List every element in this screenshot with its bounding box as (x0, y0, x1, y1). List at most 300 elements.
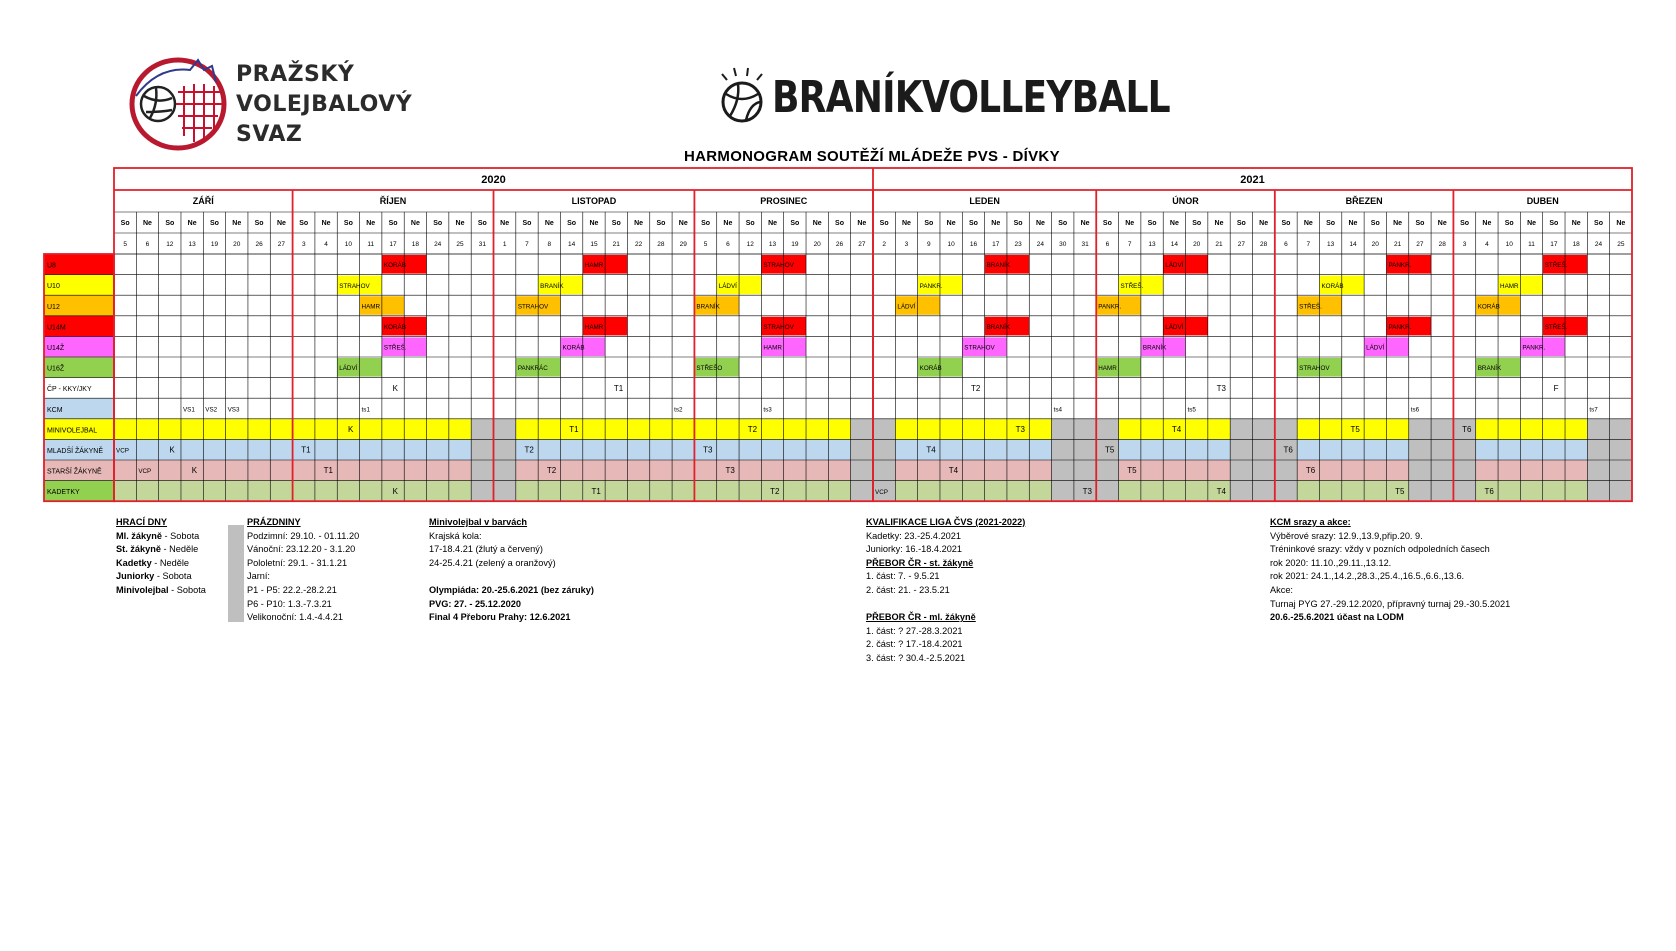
holiday-cell (1275, 419, 1297, 440)
event-label: T2 (770, 486, 780, 496)
date-label: 18 (411, 241, 419, 248)
holiday-cell (1587, 460, 1609, 481)
holiday-cell (1253, 481, 1275, 502)
weekday-label: Ne (1125, 220, 1135, 227)
weekday-label: So (343, 220, 353, 227)
weekday-label: So (209, 220, 219, 227)
event-label: HAMR (584, 323, 604, 331)
weekday-label: Ne (723, 220, 733, 227)
holiday-cell (1409, 481, 1431, 502)
date-label: 17 (1550, 241, 1558, 248)
holiday-cell (471, 419, 493, 440)
event-label: STŘEŠ. (1544, 323, 1568, 331)
branik-wordmark: BRANÍKVOLLEYBALL (772, 72, 1170, 123)
hraci-dny-line: Kadetky - Neděle (116, 557, 190, 568)
weekday-label: Ne (321, 220, 331, 227)
event-label: ts4 (1053, 406, 1062, 414)
notes-minivolejbal (429, 516, 594, 625)
row-label: U10 (47, 283, 60, 291)
holiday-cell (494, 439, 516, 460)
weekday-label: Ne (187, 220, 197, 227)
prebor-ml-line: 1. část: ? 27.-28.3.2021 (866, 625, 963, 636)
event-label: STRAHOV (339, 282, 370, 290)
mini-line: Krajská kola: (429, 530, 482, 541)
date-label: 4 (1485, 241, 1489, 248)
holiday-cell (1253, 439, 1275, 460)
prazdniny-line: Velikonoční: 1.4.-4.4.21 (247, 612, 344, 623)
holiday-cell (1096, 460, 1118, 481)
event-label: KORÁB (1477, 303, 1500, 311)
date-label: 7 (525, 241, 529, 248)
weekday-label: Ne (455, 220, 465, 227)
event-label: STŘEŠ. (1299, 303, 1322, 311)
date-label: 3 (1462, 241, 1467, 248)
event-label: T2 (971, 383, 981, 393)
row-label: ČP - KKY/JKY (47, 386, 92, 394)
date-label: 27 (277, 241, 286, 248)
date-label: 25 (1617, 241, 1625, 248)
weekday-label: Ne (1482, 220, 1492, 227)
kvalifikace-heading: KVALIFIKACE LIGA ČVS (2021-2022) (866, 517, 1026, 527)
weekday-label: Ne (1393, 220, 1403, 227)
holiday-cell (851, 439, 873, 460)
holiday-cell (494, 460, 516, 481)
event-label: F (1553, 383, 1559, 393)
date-label: 24 (434, 241, 442, 248)
row-label: U16Ž (47, 365, 65, 373)
date-label: 23 (1014, 241, 1022, 248)
kcm-heading: KCM srazy a akce: (1270, 517, 1351, 527)
event-label: PANKR. (919, 282, 943, 290)
date-label: 1 (502, 241, 507, 248)
event-label: KORÁB (1321, 282, 1344, 290)
weekday-label: So (611, 220, 621, 227)
kvalifikace-line: Kadetky: 23.-25.4.2021 (866, 530, 962, 541)
event-label: VS1 (182, 406, 195, 414)
prazdniny-line: P6 - P10: 1.3.-7.3.21 (247, 598, 332, 609)
date-label: 20 (1193, 241, 1201, 248)
holiday-cell (1052, 460, 1074, 481)
holiday-cell (471, 460, 493, 481)
weekday-label: So (299, 220, 309, 227)
date-label: 5 (703, 241, 708, 248)
weekday-label: Ne (812, 220, 822, 227)
weekday-label: Ne (1348, 220, 1358, 227)
month-label: ZÁŘÍ (192, 196, 214, 206)
holiday-cell (1610, 460, 1632, 481)
holiday-cell (471, 481, 493, 502)
date-label: 22 (634, 241, 643, 248)
row-label: KCM (47, 406, 63, 414)
holiday-cell (1610, 481, 1632, 502)
row-label: MINIVOLEJBAL (47, 427, 98, 435)
row-label: STARŠÍ ŽÁKYNĚ (47, 468, 102, 476)
holiday-cell (494, 419, 516, 440)
event-label: BRANÍK (986, 262, 1011, 270)
kcm-line: Turnaj PYG 27.-29.12.2020, přípravný turnaj 29.-30.5.2021 (1270, 598, 1511, 609)
weekday-label: So (254, 220, 264, 227)
date-label: 13 (1327, 241, 1335, 248)
weekday-label: Ne (1303, 220, 1313, 227)
event-label: PANKRÁC (517, 365, 548, 373)
event-label: LÁDVÍ (339, 365, 358, 373)
pvs-name-line-1: PRAŽSKÝ (236, 62, 355, 87)
date-label: 31 (478, 241, 486, 248)
prazdniny-line: Jarní: (247, 571, 270, 582)
page-title: HARMONOGRAM SOUTĚŽÍ MLÁDEŽE PVS - DÍVKY (684, 148, 1060, 165)
hraci-dny-line: St. žákyně - Neděle (116, 544, 199, 555)
weekday-label: So (701, 220, 711, 227)
date-label: 28 (1260, 241, 1268, 248)
weekday-label: Ne (544, 220, 554, 227)
date-label: 6 (1105, 241, 1110, 248)
event-label: ts6 (1410, 406, 1420, 414)
date-label: 9 (926, 241, 931, 248)
date-label: 2 (882, 241, 886, 248)
date-label: 28 (657, 241, 665, 248)
date-label: 17 (389, 241, 397, 248)
holiday-cell (1052, 439, 1074, 460)
date-label: 24 (1036, 241, 1045, 248)
weekday-label: Ne (678, 220, 688, 227)
event-label: PANKR. (1388, 323, 1412, 331)
weekday-label: Ne (500, 220, 510, 227)
event-label: T5 (1395, 486, 1405, 496)
date-label: 20 (813, 241, 821, 248)
weekday-label: Ne (410, 220, 420, 227)
holiday-cell (1275, 460, 1297, 481)
event-label: T2 (546, 466, 557, 476)
event-label: K (392, 383, 398, 393)
event-label: ts7 (1589, 406, 1598, 414)
date-label: 7 (1306, 241, 1311, 248)
date-label: 8 (547, 241, 552, 248)
weekday-label: So (1147, 220, 1157, 227)
holiday-cell (1230, 419, 1252, 440)
date-label: 13 (188, 241, 196, 248)
weekday-label: Ne (1527, 220, 1537, 227)
row-label: U14Ž (47, 344, 65, 352)
holiday-cell (1052, 481, 1074, 502)
weekday-label: Ne (276, 220, 286, 227)
event-label: STRAHOV (1299, 365, 1330, 373)
date-label: 19 (210, 241, 219, 248)
date-label: 15 (590, 241, 598, 248)
weekday-label: Ne (1035, 220, 1045, 227)
holiday-cell (1431, 460, 1453, 481)
event-label: T3 (703, 445, 713, 455)
holiday-cell (1409, 439, 1431, 460)
event-label: KORÁB (562, 344, 585, 352)
mini-heading: Minivolejbal v barvách (429, 517, 528, 527)
weekday-label: So (1102, 220, 1112, 227)
holiday-cell (1453, 481, 1475, 502)
date-label: 10 (344, 241, 353, 248)
event-label: T3 (1216, 383, 1226, 393)
prazdniny-line: Podzimní: 29.10. - 01.11.20 (247, 530, 360, 541)
event-label: KORÁB (383, 323, 406, 331)
weekday-label: Ne (1080, 220, 1090, 227)
date-label: 27 (1237, 241, 1245, 248)
event-label: VCP (116, 447, 129, 455)
event-label: T4 (1216, 486, 1226, 496)
weekday-label: Ne (1616, 220, 1626, 227)
event-label: BRANÍK (540, 282, 564, 290)
holiday-cell (873, 460, 895, 481)
date-label: 29 (679, 241, 687, 248)
event-label: T5 (1104, 445, 1115, 455)
weekday-label: So (567, 220, 577, 227)
holiday-cell (1230, 460, 1252, 481)
holiday-cell (851, 460, 873, 481)
weekday-label: Ne (991, 220, 1001, 227)
date-label: 17 (992, 241, 1000, 248)
date-label: 6 (145, 241, 150, 248)
row-label: MLADŠÍ ŽÁKYNĚ (47, 447, 104, 455)
holiday-legend-swatch (228, 525, 244, 622)
holiday-cell (1074, 439, 1096, 460)
notes-hraci-dny (116, 516, 206, 598)
weekday-label: Ne (1214, 220, 1224, 227)
month-label: BŘEZEN (1345, 196, 1383, 206)
event-label: LÁDVÍ (1165, 262, 1184, 270)
event-label: STRAHOV (517, 303, 549, 311)
weekday-label: So (1594, 220, 1603, 227)
holiday-cell (873, 419, 895, 440)
prazdniny-heading: PRÁZDNINY (247, 517, 301, 527)
weekday-label: Ne (1571, 220, 1581, 227)
weekday-label: So (1281, 220, 1291, 227)
event-label: VCP (875, 488, 888, 496)
event-label: T4 (926, 445, 936, 455)
date-label: 14 (568, 241, 576, 248)
date-label: 25 (456, 241, 464, 248)
weekday-label: So (388, 220, 398, 227)
weekday-label: So (1370, 220, 1380, 227)
event-label: T6 (1462, 424, 1472, 434)
date-label: 19 (791, 241, 799, 248)
month-label: ŘÍJEN (379, 196, 407, 206)
weekday-label: So (879, 220, 889, 227)
date-label: 24 (1594, 241, 1603, 248)
mini-bold-line: Olympiáda: 20.-25.6.2021 (bez záruky) (429, 584, 594, 595)
weekday-label: So (1460, 220, 1470, 227)
date-label: 21 (612, 241, 620, 248)
event-label: T1 (323, 466, 333, 476)
event-label: LÁDVÍ (1165, 323, 1184, 331)
event-label: PANKR. (1522, 344, 1546, 352)
date-label: 20 (233, 241, 241, 248)
month-label: LISTOPAD (571, 196, 617, 206)
event-label: STRAHOV (763, 262, 794, 270)
prebor-st-line: 2. část: 21. - 23.5.21 (866, 584, 950, 595)
weekday-label: Ne (946, 220, 956, 227)
date-label: 4 (324, 241, 328, 248)
year-label: 2021 (1240, 174, 1265, 186)
month-label: ÚNOR (1172, 196, 1199, 206)
prazdniny-line: P1 - P5: 22.2.-28.2.21 (247, 584, 337, 595)
date-label: 10 (1505, 241, 1513, 248)
year-label: 2020 (481, 174, 506, 186)
weekday-label: So (120, 220, 130, 227)
date-label: 21 (1215, 241, 1223, 248)
weekday-label: So (1415, 220, 1425, 227)
event-label: PANKR. (1098, 303, 1122, 311)
event-label: ts5 (1187, 406, 1196, 414)
holiday-cell (1431, 419, 1453, 440)
weekday-label: Ne (768, 220, 778, 227)
event-label: HAMR (584, 262, 604, 270)
weekday-label: So (745, 220, 755, 227)
event-label: T1 (569, 424, 579, 434)
pvs-name-line-2: VOLEJBALOVÝ (236, 92, 413, 117)
holiday-cell (471, 439, 493, 460)
event-label: T1 (613, 383, 624, 393)
event-label: HAMR (1500, 282, 1519, 290)
date-label: 18 (1572, 241, 1580, 248)
prazdniny-line: Vánoční: 23.12.20 - 3.1.20 (247, 544, 356, 555)
weekday-label: Ne (232, 220, 242, 227)
weekday-label: Ne (1437, 220, 1447, 227)
weekday-label: Ne (589, 220, 599, 227)
event-label: HAMR (763, 344, 782, 352)
pvs-name-line-3: SVAZ (236, 122, 303, 147)
holiday-cell (1074, 419, 1096, 440)
weekday-label: So (790, 220, 800, 227)
holiday-cell (851, 419, 873, 440)
holiday-cell (1230, 481, 1252, 502)
kvalifikace-line: Juniorky: 16.-18.4.2021 (866, 544, 963, 555)
mini-line: 24-25.4.21 (zelený a oranžový) (429, 557, 556, 568)
event-label: KORÁB (383, 262, 406, 270)
weekday-label: Ne (366, 220, 376, 227)
prebor-st-line: 1. část: 7. - 9.5.21 (866, 571, 940, 582)
weekday-label: Ne (143, 220, 152, 227)
date-label: 31 (1081, 241, 1089, 248)
date-label: 11 (367, 241, 375, 248)
date-label: 27 (858, 241, 866, 248)
event-label: STŘEŠ. (1544, 262, 1568, 270)
date-label: 11 (1528, 241, 1535, 248)
prebor-ml-heading: PŘEBOR ČR - ml. žákyně (866, 612, 976, 623)
holiday-cell (1610, 439, 1632, 460)
event-label: BRANÍK (1477, 365, 1502, 373)
hraci-dny-line: Juniorky - Sobota (116, 571, 192, 582)
date-label: 16 (969, 241, 978, 248)
hraci-dny-line: Minivolejbal - Sobota (116, 584, 206, 595)
event-label: T6 (1305, 466, 1316, 476)
kcm-bold-line: 20.6.-25.6.2021 účast na LODM (1270, 612, 1404, 623)
mini-bold-line: PVG: 27. - 25.12.2020 (429, 598, 521, 609)
date-label: 26 (835, 241, 844, 248)
holiday-cell (1587, 481, 1609, 502)
date-label: 13 (1148, 241, 1156, 248)
holiday-cell (1587, 439, 1609, 460)
event-label: HAMR (361, 303, 381, 311)
event-label: ts1 (361, 406, 370, 414)
date-label: 3 (904, 241, 909, 248)
holiday-cell (1074, 460, 1096, 481)
date-label: 27 (1416, 241, 1424, 248)
prebor-ml-line: 2. část: ? 17.-18.4.2021 (866, 639, 963, 650)
event-label: T2 (524, 445, 534, 455)
kcm-line: rok 2020: 11.10.,29.11.,13.12. (1270, 557, 1392, 568)
month-label: LEDEN (969, 196, 1000, 206)
holiday-cell (851, 481, 873, 502)
row-label: KADETKY (47, 489, 80, 497)
prebor-st-heading: PŘEBOR ČR - st. žákyně (866, 557, 974, 568)
weekday-label: So (477, 220, 487, 227)
event-label: PANKR. (1388, 262, 1412, 270)
holiday-cell (494, 481, 516, 502)
date-label: 20 (1371, 241, 1379, 248)
event-label: STRAHOV (763, 323, 794, 331)
holiday-cell (1253, 419, 1275, 440)
weekday-label: So (1504, 220, 1514, 227)
weekday-label: Ne (634, 220, 644, 227)
event-label: STRAHOV (964, 344, 995, 352)
date-label: 14 (1349, 241, 1357, 248)
holiday-cell (1431, 481, 1453, 502)
event-label: LÁDVÍ (1366, 344, 1385, 352)
holiday-cell (1409, 419, 1431, 440)
holiday-cell (1253, 460, 1275, 481)
event-label: T5 (1350, 424, 1360, 434)
event-label: T2 (747, 424, 758, 434)
holiday-cell (1587, 419, 1609, 440)
holiday-cell (1275, 481, 1297, 502)
holiday-cell (873, 439, 895, 460)
weekday-label: So (1236, 220, 1246, 227)
weekday-label: So (1549, 220, 1559, 227)
event-label: T1 (591, 486, 601, 496)
holiday-cell (1453, 460, 1475, 481)
date-label: 3 (301, 241, 306, 248)
event-label: ts2 (674, 406, 683, 414)
hraci-dny-heading: HRACÍ DNY (116, 517, 168, 527)
notes-kcm (1270, 516, 1510, 625)
event-label: VS3 (227, 406, 240, 414)
kcm-line: Akce: (1270, 584, 1293, 595)
weekday-label: So (968, 220, 978, 227)
date-label: 14 (1170, 241, 1178, 248)
mini-bold-line: Final 4 Přeboru Prahy: 12.6.2021 (429, 612, 571, 623)
event-label: HAMR (1098, 365, 1117, 373)
holiday-cell (1096, 481, 1118, 502)
weekday-label: So (165, 220, 175, 227)
row-label: U14M (47, 324, 66, 332)
weekday-label: So (1013, 220, 1023, 227)
event-label: LÁDVÍ (718, 282, 737, 290)
event-label: T6 (1484, 486, 1494, 496)
row-label: U8 (47, 262, 56, 270)
holiday-cell (1431, 439, 1453, 460)
notes-kvalifikace (866, 516, 1025, 666)
holiday-cell (1052, 419, 1074, 440)
event-label: K (392, 486, 398, 496)
date-label: 21 (1393, 241, 1402, 248)
weekday-label: So (656, 220, 666, 227)
event-label: STŘEŠ. (1120, 282, 1144, 290)
weekday-label: Ne (857, 220, 867, 227)
weekday-label: So (924, 220, 934, 227)
mini-line: 17-18.4.21 (žlutý a červený) (429, 544, 543, 555)
event-label: K (347, 424, 354, 434)
event-label: T4 (948, 466, 959, 476)
holiday-cell (1610, 419, 1632, 440)
event-label: T3 (725, 466, 735, 476)
weekday-label: So (433, 220, 443, 227)
